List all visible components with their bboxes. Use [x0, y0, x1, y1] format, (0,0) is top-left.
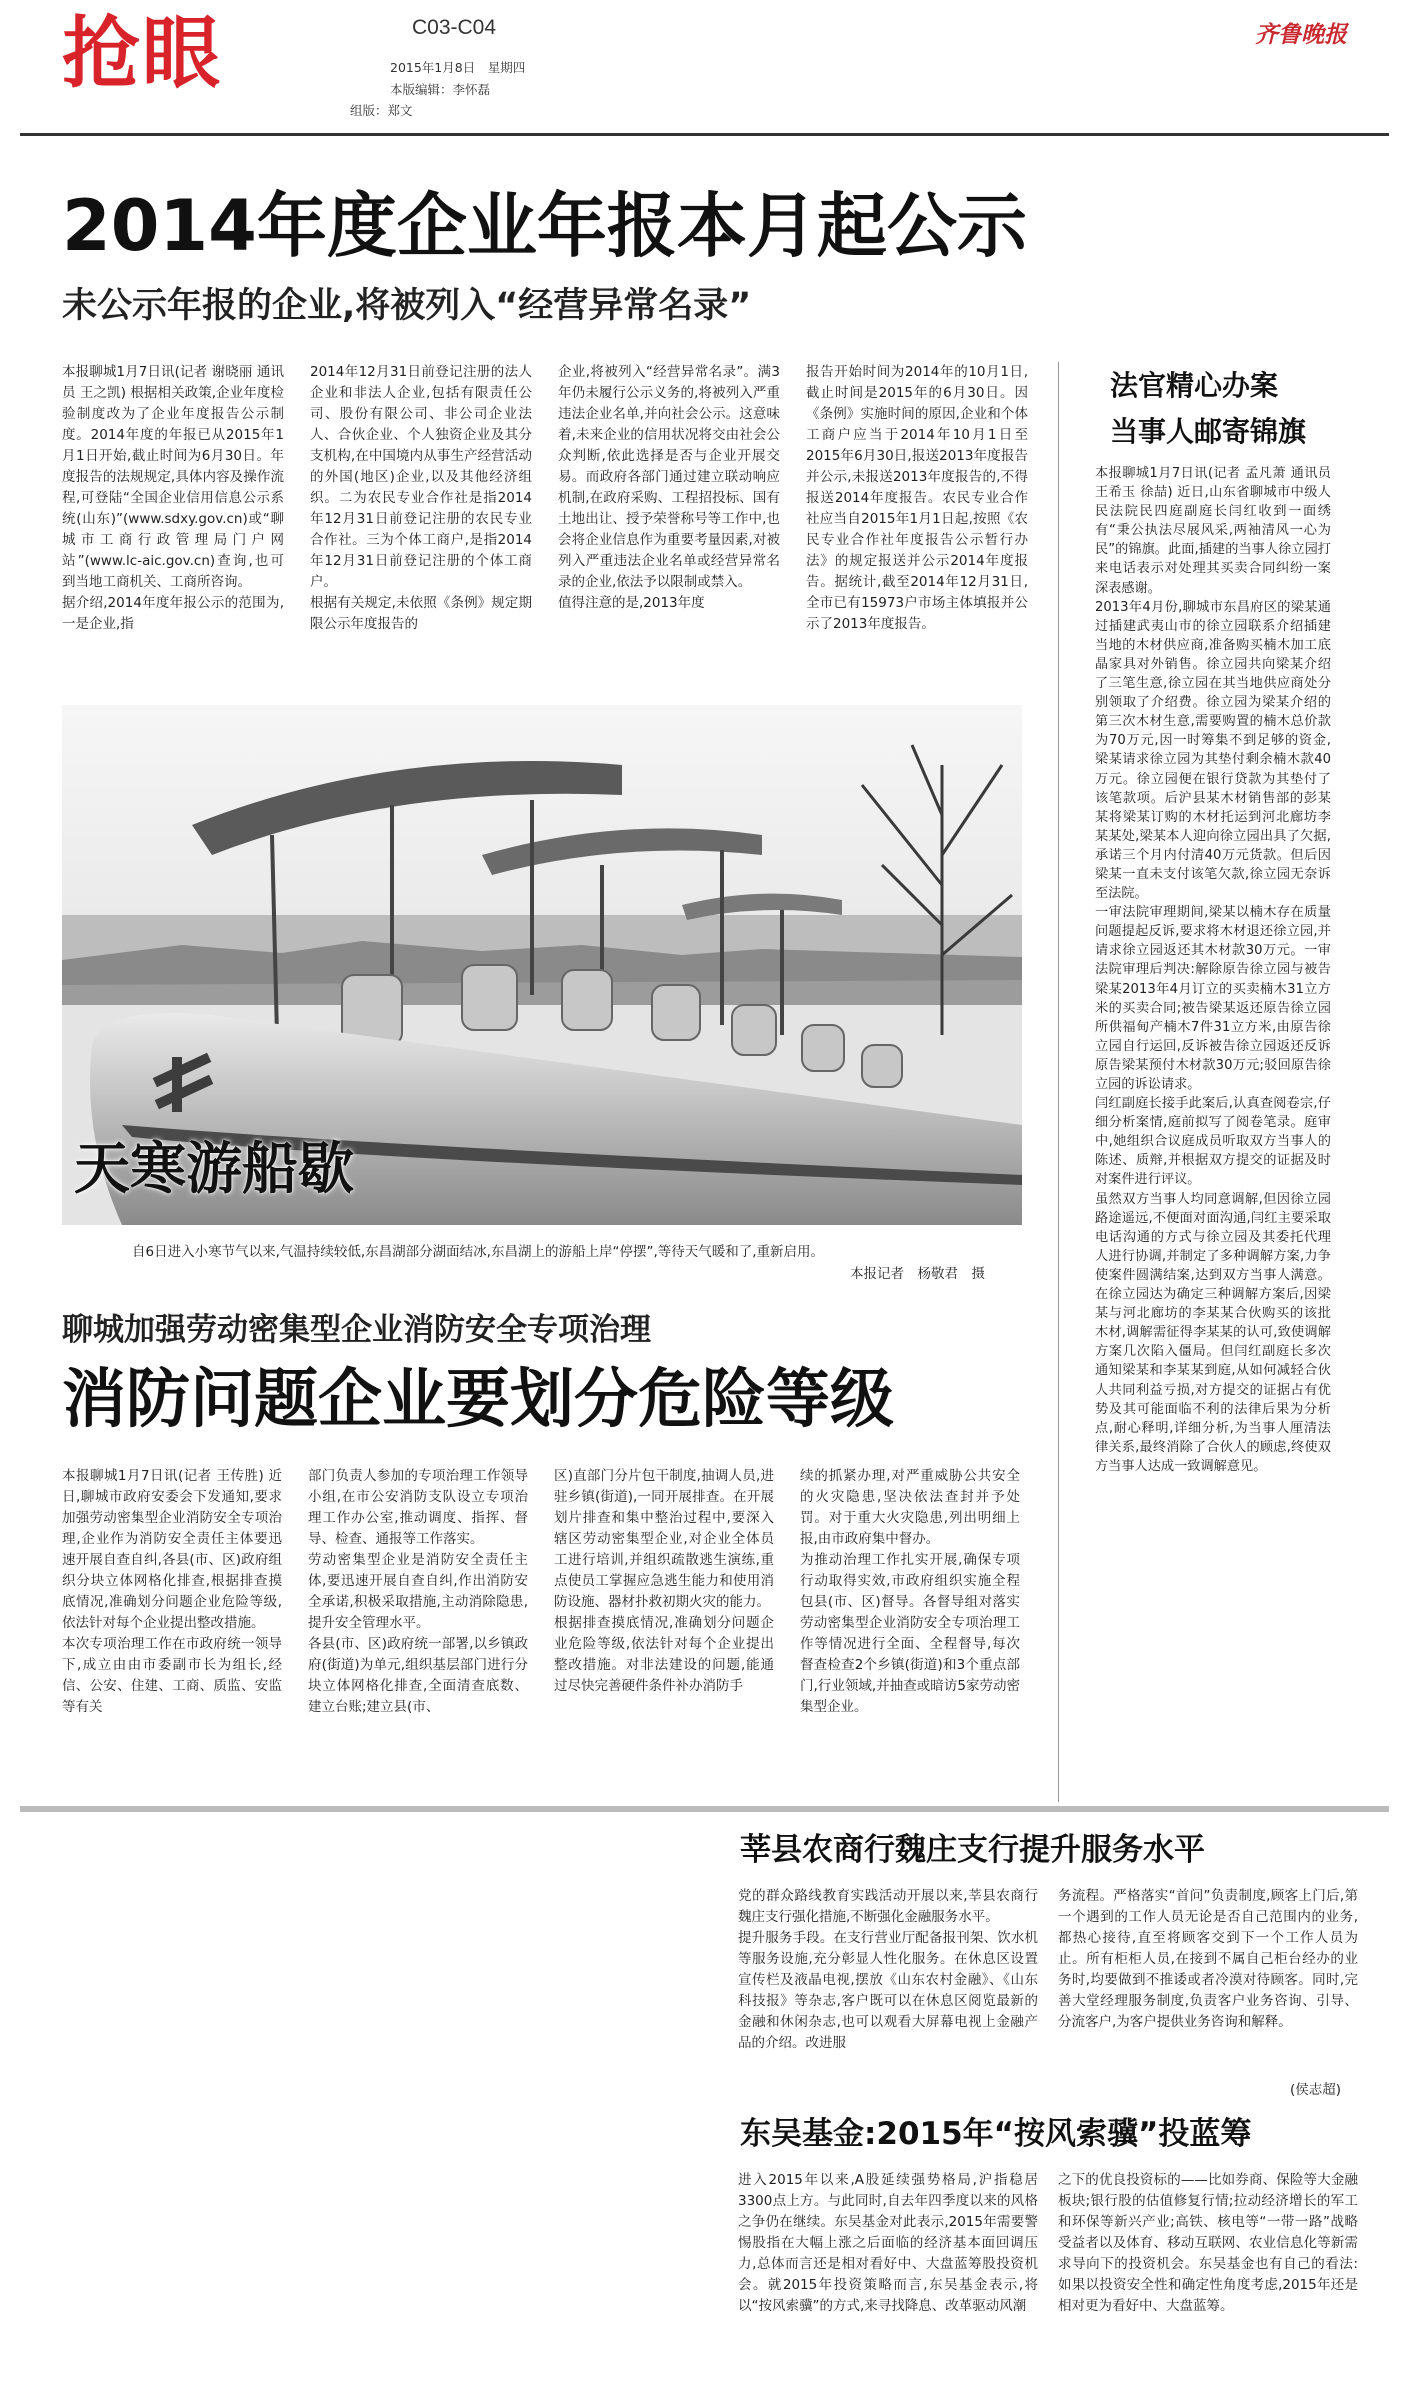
date-line: 2015年1月8日 星期四 — [390, 60, 526, 75]
fire-column-3: 区)直部门分片包干制度,抽调人员,进驻乡镇(街道),一同开展排查。在开展划片排查和集中整治过程中,要深入辖区劳动密集型企业,对企业全体员工进行培训,并组织疏散逃生演练,重点使员工掌握应急逃生能力和使用消防设施、器材扑救初期火灾的能力。 根据排查摸底情况,准确划分问题企业危险等级,依法针对每个企业提出整改措施。对非法建设的问题,能通过尽快完善硬件条件补办消防手 — [554, 1468, 774, 1694]
bank-author: (侯志超) — [1290, 2082, 1342, 2098]
layout-line: 组版：郑文 — [350, 103, 413, 118]
lead-headline: 2014年度企业年报本月起公示 — [62, 185, 1027, 267]
fire-column-1: 本报聊城1月7日讯(记者 王传胜) 近日,聊城市政府安委会下发通知,要求加强劳动密集型企业消防安全专项治理,企业作为消防安全责任主体要迅速开展自查自纠,各县(市、区)政府组织分块立体网格化排查,根据排查摸底情况,准确划分问题企业危险等级,依法针对每个企业提出整改措施。 本次专项治理工作在市政府统一领导下,成立由由市委副市长为组长,经信、公安、住建、工商、质监、安监等有关 — [62, 1468, 282, 1715]
court-headline-line1: 法官精心办案 — [1110, 369, 1279, 402]
fund-headline: 东吴基金:2015年“按风索骥”投蓝筹 — [740, 2116, 1252, 2152]
section-divider — [20, 1806, 1389, 1812]
fire-column-4: 续的抓紧办理,对严重威胁公共安全的火灾隐患,坚决依法查封并予处罚。对于重大火灾隐患,列出明细上报,由市政府集中督办。 为推动治理工作扎实开展,确保专项行动取得实效,市政府组织实施全程包县(市、区)督导。各督导组对落实劳动密集型企业消防安全专项治理工作等情况进行全面、全程督导,每次督查检查2个乡镇(街道)和3个重点部门,行业领域,并抽查或暗访5家劳动密集型企业。 — [800, 1468, 1020, 1715]
section-title: 抢眼 — [62, 9, 223, 99]
bank-column-2: 务流程。严格落实“首问”负责制度,顾客上门后,第一个遇到的工作人员无论是否自己范围内的业务,都热心接待,直至将顾客交到下一个工作人员为止。所有柜柜人员,在接到不属自己柜台经办的业务时,均要做到不推诿或者冷漠对待顾客。同时,完善大堂经理服务制度,负责客户业务咨询、引导、分流客户,为客户提供业务咨询和解释。 — [1058, 1888, 1358, 2030]
lead-column-4: 报告开始时间为2014年的10月1日,截止时间是2015年的6月30日。因《条例》实施时间的原因,企业和个体工商户应当于2014年10月1日至2015年6月30日,报送2013年度报告并公示,未报送2013年度报告的,不得报送2014年度报告。农民专业合作社应当自2015年1月1日起,按照《农民专业合作社年度报告公示暂行办法》的规定报送并公示2014年度报告。据统计,截至2014年12月31日,全市已有15973户市场主体填报并公示了2013年度报告。 — [806, 364, 1028, 632]
bank-headline: 莘县农商行魏庄支行提升服务水平 — [740, 1832, 1205, 1868]
fire-column-2: 部门负责人参加的专项治理工作领导小组,在市公安消防支队设立专项治理工作办公室,推动调度、指挥、督导、检查、通报等工作落实。 劳动密集型企业是消防安全责任主体,要迅速开展自查自纠,作出消防安全承诺,积极采取措施,主动消除隐患,提升安全管理水平。 各县(市、区)政府统一部署,以乡镇政府(街道)为单元,组织基层部门进行分块立体网格化排查,全面清查底数、建立台账;建立县(市、 — [308, 1468, 528, 1715]
photo-overlay-title: 天寒游船歇 — [74, 1137, 354, 1202]
court-headline-line2: 当事人邮寄锦旗 — [1110, 415, 1307, 448]
fund-column-2: 之下的优良投资标的——比如券商、保险等大金融板块;银行股的估值修复行情;拉动经济增长的军工和环保等新兴产业;高铁、核电等“一带一路”战略受益者以及体育、移动互联网、农业信息化等新需求导向下的投资机会。东吴基金也有自己的看法:如果以投资安全性和确定性角度考虑,2015年还是相对更为看好中、大盘蓝筹。 — [1058, 2172, 1358, 2314]
photo — [62, 705, 1022, 1225]
lead-column-2: 2014年12月31日前登记注册的法人企业和非法人企业,包括有限责任公司、股份有限公司、非公司企业法人、合伙企业、个人独资企业及其分支机构,在中国境内从事生产经营活动的外国(地区)企业,以及其他经济组织。二为农民专业合作社是指2014年12月31日前登记注册的农民专业合作社。三为个体工商户,是指2014年12月31日前登记注册的个体工商户。 根据有关规定,未依照《条例》规定期限公示年度报告的 — [310, 364, 532, 632]
lead-subhead: 未公示年报的企业,将被列入“经营异常名录” — [62, 286, 752, 326]
paper-name: 齐鲁晚报 — [1255, 21, 1347, 48]
lead-column-1: 本报聊城1月7日讯(记者 谢晓丽 通讯员 王之凯) 根据相关政策,企业年度检验制度改为了企业年度报告公示制度。2014年度的年报已从2015年1月1日开始,截止时间为6月30日。年度报告的法规规定,具体内容及操作流程,可登陆“全国企业信用信息公示系统(山东)”(www.sdxy.gov.cn)或“聊城市工商行政管理局门户网站”(www.lc-aic.gov.cn)查询,也可到当地工商机关、工商所咨询。 据介绍,2014年度年报公示的范围为,一是企业,指 — [62, 364, 284, 632]
court-text: 本报聊城1月7日讯(记者 孟凡萧 通讯员 王希玉 徐喆) 近日,山东省聊城市中级人民法院民四庭副庭长闫红收到一面绣有“秉公执法尽展风采,两袖清风一心为民”的锦旗。此面,插建的当事人徐立园打来电话表示对处理其买卖合同纠纷一案深表感谢。 2013年4月份,聊城市东昌府区的梁某通过插建武夷山市的徐立园联系介绍插建当地的木材供应商,准备购买楠木加工底晶家具对外销售。徐立园共向梁某介绍了三笔生意,徐立园在其当地供应商处分别领取了介绍费。徐立园为梁某介绍的第三次木材生意,需要购置的楠木总价款为70万元,因一时筹集不到足够的资金,梁某请求徐立园为其垫付剩余楠木款40万元。徐立园便在银行贷款为其垫付了该笔款项。后沪县某木材销售部的彭某某将梁某订购的木材托运到河北廊坊李某某处,梁某本人迎向徐立园出具了欠据,承诺三个月内付清40万元货款。但后因梁某一直未支付该笔欠款,徐立园无奈诉至法院。 一审法院审理期间,梁某以楠木存在质量问题提起反诉,要求将木材退还徐立园,并请求徐立园返还其木材款30万元。一审法院审理后判决:解除原告徐立园与被告梁某2013年4月订立的买卖楠木31立方米的买卖合同;被告梁某返还原告徐立园所供福甸产楠木7件31立方米,由原告徐立园自行运回,反诉被告徐立园返还反诉原告梁某预付木材款30万元;驳回原告徐立园的诉讼请求。 闫红副庭长接手此案后,认真查阅卷宗,仔细分析案情,庭前拟写了阅卷笔录。庭审中,她组织合议庭成员听取双方当事人的陈述、质辩,并根据双方提交的证据及时对案件进行评议。 虽然双方当事人均同意调解,但因徐立园路途遥远,不便面对面沟通,闫红主要采取电话沟通的方式与徐立园及其委托代理人进行协调,并制定了多种调解方案,力争使案件圆满结案,达到双方当事人满意。在徐立园达为确定三种调解方案后,因梁某与河北廊坊的李某某合伙购买的该批木材,调解需征得李某某的认可,致使调解方案几次陷入僵局。但闫红副庭长多次通知梁某和李某某到庭,从如何减轻合伙人共同利益亏损,对方提交的证据占有优势及其可能面临不利的法律后果为分析点,耐心释明,详细分析,为当事人厘清法律关系,最终消除了合伙人的顾虑,终使双方当事人达成一致调解意见。 — [1095, 466, 1331, 1474]
masthead-rule — [20, 133, 1389, 136]
right-column-rule — [1058, 362, 1059, 1802]
bank-column-1: 党的群众路线教育实践活动开展以来,莘县农商行魏庄支行强化措施,不断强化金融服务水平。 提升服务手段。在支行营业厅配备报刊架、饮水机等服务设施,充分彰显人性化服务。在休息区设置宣传栏及液晶电视,摆放《山东农村金融》、《山东科技报》等杂志,客户既可以在休息区阅览最新的金融和休闲杂志,也可以观看大屏幕电视上金融产品的介绍。改进服 — [738, 1888, 1038, 2051]
photo-credit: 本报记者 杨敬君 摄 — [850, 1266, 985, 1282]
fund-column-1: 进入2015年以来,A股延续强势格局,沪指稳居3300点上方。与此同时,自去年四季度以来的风格之争仍在继续。东吴基金对此表示,2015年需要警惕股指在大幅上涨之后面临的经济基本面回调压力,总体而言还是相对看好中、大盘蓝筹股投资机会。就2015年投资策略而言,东吴基金表示,将以“按风索骥”的方式,来寻找降息、改革驱动风潮 — [738, 2172, 1038, 2314]
fire-kicker: 聊城加强劳动密集型企业消防安全专项治理 — [62, 1312, 651, 1348]
editor-line: 本版编辑：李怀磊 — [390, 82, 491, 97]
lead-column-3: 企业,将被列入“经营异常名录”。满3年仍未履行公示义务的,将被列入严重违法企业名单,并向社会公示。这意味着,未来企业的信用状况将交由社会公众判断,依此选择是否与企业开展交易。而政府各部门通过建立联动响应机制,在政府采购、工程招投标、国有土地出让、授予荣誉称号等工作中,也会将企业信息作为重要考量因素,对被列入严重违法企业名单或经营异常名录的企业,依法予以限制或禁入。 值得注意的是,2013年度 — [558, 364, 780, 611]
photo-caption: 自6日进入小寒节气以来,气温持续较低,东昌湖部分湖面结冰,东昌湖上的游船上岸“停摆”,等待天气暖和了,重新启用。 — [132, 1244, 825, 1260]
page-code: C03-C04 — [412, 16, 497, 39]
fire-headline: 消防问题企业要划分危险等级 — [62, 1363, 894, 1437]
